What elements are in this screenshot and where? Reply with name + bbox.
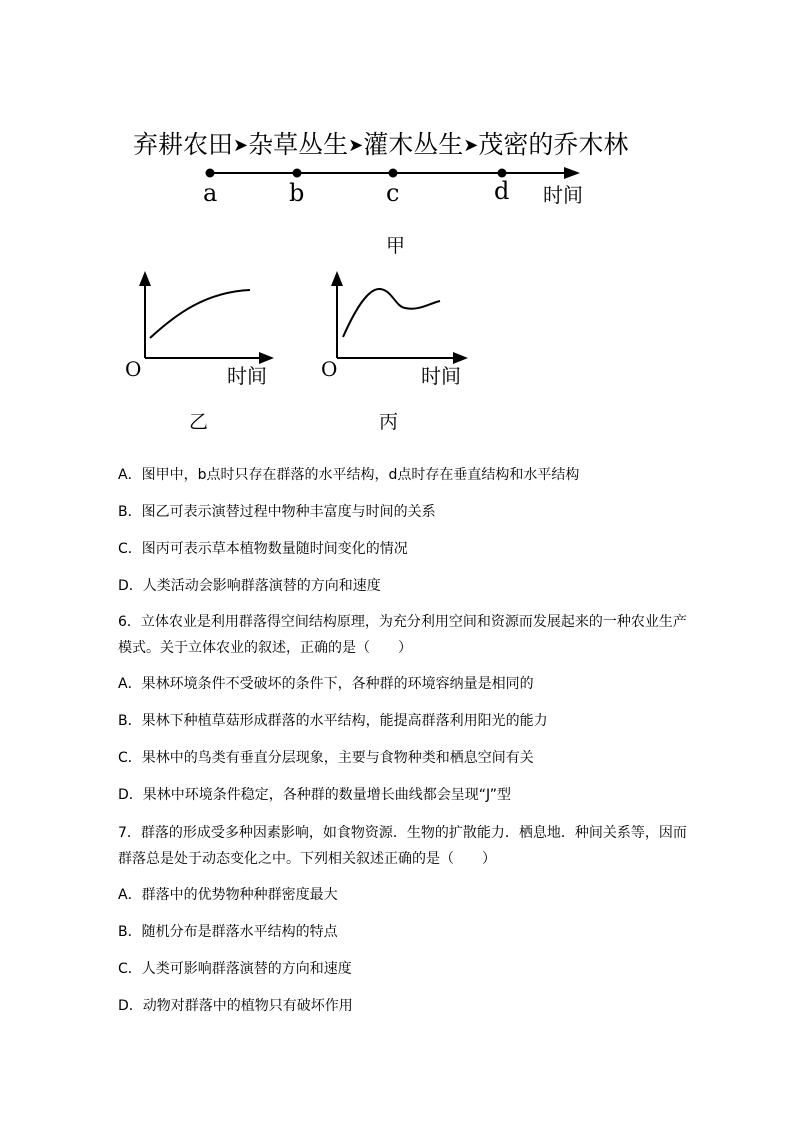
q6-option-a: A．果林环境条件不受破坏的条件下，各种群的环境容纳量是相同的: [118, 676, 534, 692]
bing-curve: [343, 289, 440, 337]
timeline-arrowhead-icon: [564, 167, 580, 179]
yi-curve: [150, 290, 250, 338]
point-label-d: d: [494, 177, 510, 205]
q6-option-d: D．果林中环境条件稳定，各种群的数量增长曲线都会呈现“J”型: [118, 787, 511, 803]
q7-option-b: B．随机分布是群落水平结构的特点: [118, 924, 338, 940]
yi-x-arrowhead-icon: [259, 352, 274, 364]
q6-stem: 6．立体农业是利用群落得空间结构原理，为充分利用空间和资源而发展起来的一种农业生产模式。关于立体农业的叙述，正确的是（ ）: [118, 614, 687, 656]
bing-x-arrowhead-icon: [453, 352, 468, 364]
caption-yi: 乙: [189, 411, 209, 433]
timeline-xlabel: 时间: [543, 183, 583, 207]
point-label-b: b: [289, 179, 305, 207]
caption-bing: 丙: [379, 411, 399, 433]
bing-y-arrowhead-icon: [331, 271, 343, 286]
stage-label: 杂草丛生: [248, 130, 349, 159]
q6-option-c: C．果林中的鸟类有垂直分层现象，主要与食物种类和栖息空间有关: [118, 750, 534, 766]
arrow-icon: ➤: [233, 135, 249, 156]
yi-origin-label: O: [125, 357, 142, 381]
stage-label: 弃耕农田: [133, 130, 234, 159]
stage-label: 灌木丛生: [363, 130, 464, 159]
timeline-point-c: [389, 169, 398, 178]
q6-option-b: B．果林下种植草菇形成群落的水平结构，能提高群落利用阳光的能力: [118, 713, 548, 729]
point-label-a: a: [203, 179, 218, 207]
point-label-c: c: [386, 179, 400, 207]
q5-option-b: B．图乙可表示演替过程中物种丰富度与时间的关系: [118, 504, 436, 520]
q7-option-a: A．群落中的优势物种种群密度最大: [118, 887, 338, 903]
arrow-icon: ➤: [463, 135, 479, 156]
bing-origin-label: O: [321, 357, 338, 381]
timeline-point-a: [206, 169, 215, 178]
q7-stem: 7．群落的形成受多种因素影响，如食物资源．生物的扩散能力．栖息地．种间关系等，因而群落总是处于动态变化之中。下列相关叙述正确的是（ ）: [118, 825, 687, 867]
yi-xlabel: 时间: [227, 364, 267, 388]
q7-option-c: C．人类可影响群落演替的方向和速度: [118, 961, 352, 977]
stage-label: 茂密的乔木林: [478, 130, 629, 159]
caption-jia: 甲: [386, 235, 406, 257]
q5-option-a: A．图甲中，b点时只存在群落的水平结构，d点时存在垂直结构和水平结构: [118, 467, 580, 483]
q7-option-d: D．动物对群落中的植物只有破坏作用: [118, 998, 353, 1014]
arrow-icon: ➤: [348, 135, 364, 156]
bing-xlabel: 时间: [421, 364, 461, 388]
q5-option-c: C．图丙可表示草本植物数量随时间变化的情况: [118, 541, 408, 557]
q5-option-d: D．人类活动会影响群落演替的方向和速度: [118, 578, 381, 594]
yi-y-arrowhead-icon: [139, 271, 151, 286]
timeline-point-b: [293, 169, 302, 178]
